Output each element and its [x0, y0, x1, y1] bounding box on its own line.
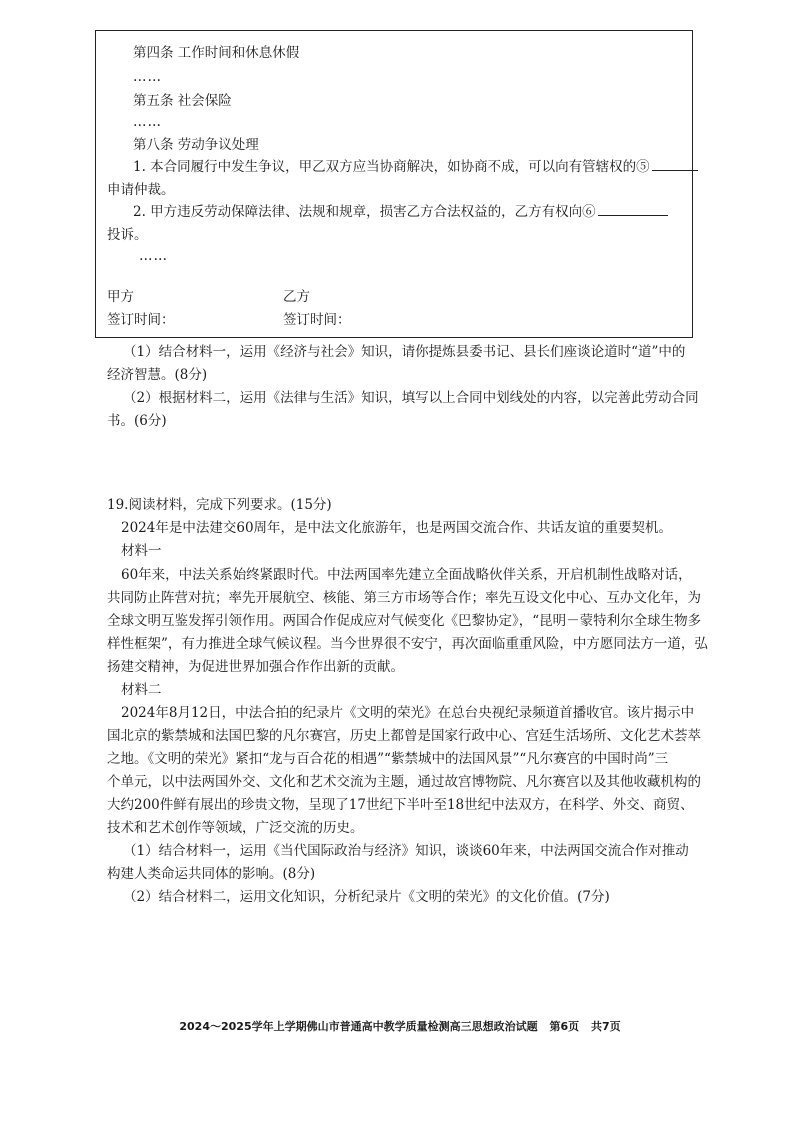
contract-box: [95, 30, 693, 338]
q18-part1: （1）结合材料一，运用《经济与社会》知识，请你提炼县委书记、县长们座谈论道时“道”中的: [123, 344, 686, 360]
page-footer: [0, 1018, 800, 1034]
q18-part2: （2）根据材料二，运用《法律与生活》知识，填写以上合同中划线处的内容，以完善此劳动合同: [123, 390, 699, 406]
party-b-sign-time: 签订时间：: [283, 312, 351, 328]
ellipsis: ……: [133, 69, 162, 85]
material-1-line: 共同防止阵营对抗；率先开展航空、核能、第三方市场等合作；率先互设文化中心、互办文化年，为: [107, 590, 701, 606]
material-2-line: 国北京的紫禁城和法国巴黎的凡尔赛宫，历史上都曾是国家行政中心、宫廷生活场所、文化艺术荟萃: [107, 728, 701, 744]
contract-clause-2-cont: 投诉。: [107, 227, 148, 243]
clause-2-text: 2. 甲方违反劳动保障法律、法规和规章，损害乙方合法权益的，乙方有权向⑥: [133, 204, 596, 220]
material-1-line: 60年来，中法关系始终紧跟时代。中法两国率先建立全面战略伙伴关系，开启机制性战略对话，: [121, 567, 692, 583]
material-2-line: 2024年8月12日，中法合拍的纪录片《文明的荣光》在总台央视纪录频道首播收官。该片揭示中: [121, 705, 695, 721]
contract-clause-1-cont: 申请仲裁。: [107, 182, 175, 198]
material-1-line: 样性框架”，有力推进全球气候议程。当今世界很不安宁，再次面临重重风险，中方愿同法方一道，弘: [107, 636, 708, 652]
q19-intro: 2024年是中法建交60周年，是中法文化旅游年，也是两国交流合作、共话友谊的重要契机。: [121, 520, 673, 536]
q18-part1-cont: 经济智慧。(8分): [107, 367, 208, 383]
exam-title: 2024～2025学年上学期佛山市普通高中教学质量检测高三思想政治试题: [179, 1020, 538, 1033]
page-number: 第6页: [549, 1020, 580, 1033]
material-1-line: 全球文明互鉴发挥引领作用。两国合作促成应对气候变化《巴黎协定》，“昆明－蒙特利尔全球生物多: [107, 613, 702, 629]
q19-part1-cont: 构建人类命运共同体的影响。(8分): [107, 866, 316, 882]
page-total: 共7页: [590, 1020, 621, 1033]
material-2-line: 之地。《文明的荣光》紧扣“龙与百合花的相遇”“紫禁城中的法国风景”“凡尔赛宫的中国时尚”三: [107, 751, 669, 767]
clause-1-text: 1. 本合同履行中发生争议，甲乙双方应当协商解决，如协商不成，可以向有管辖权的⑤: [133, 159, 650, 175]
fill-blank-5[interactable]: [652, 158, 698, 171]
material-2-line: 技术和艺术创作等领域，广泛交流的历史。: [107, 820, 364, 836]
ellipsis: ……: [139, 248, 168, 264]
contract-article-8: 第八条 劳动争议处理: [133, 137, 259, 153]
material-2-line: 个单元，以中法两国外交、文化和艺术交流为主题，通过故宫博物院、凡尔赛宫以及其他收藏机构的: [107, 774, 701, 790]
contract-clause-2: [133, 203, 668, 221]
q19-part1: （1）结合材料一，运用《当代国际政治与经济》知识，谈谈60年来，中法两国交流合作对推动: [123, 843, 689, 859]
ellipsis: ……: [133, 114, 162, 130]
contract-article-5: 第五条 社会保险: [133, 93, 232, 109]
material-1-line: 扬建交精神，为促进世界加强合作作出新的贡献。: [107, 659, 404, 675]
party-b-label: 乙方: [283, 289, 310, 305]
fill-blank-6[interactable]: [598, 203, 668, 216]
party-a-label: 甲方: [107, 289, 134, 305]
q18-part2-cont: 书。(6分): [107, 413, 167, 429]
material-1-title: 材料一: [121, 543, 162, 559]
q19-part2: （2）结合材料二，运用文化知识，分析纪录片《文明的荣光》的文化价值。(7分): [123, 889, 610, 905]
party-a-sign-time: 签订时间：: [107, 312, 175, 328]
q19-heading: 19.阅读材料，完成下列要求。(15分): [107, 497, 332, 513]
material-2-title: 材料二: [121, 682, 162, 698]
material-2-line: 大约200件鲜有展出的珍贵文物，呈现了17世纪下半叶至18世纪中法双方，在科学、外交、商贸、: [107, 797, 694, 813]
contract-article-4: 第四条 工作时间和休息休假: [133, 45, 300, 61]
contract-clause-1: [133, 158, 698, 176]
